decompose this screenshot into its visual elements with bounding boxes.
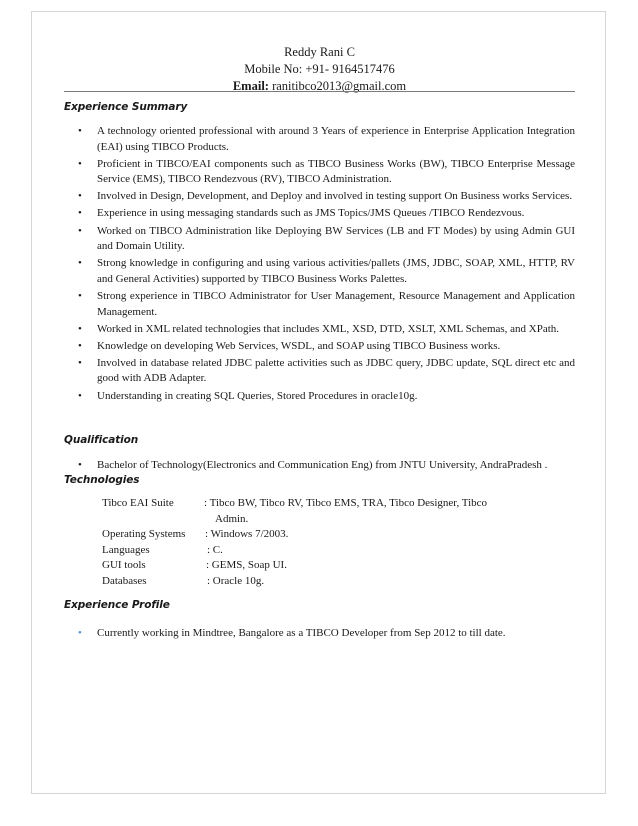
email-address: ranitibco2013@gmail.com xyxy=(268,79,407,93)
header-divider xyxy=(64,91,575,92)
experience-profile-list xyxy=(64,626,575,643)
list-item: • Knowledge on developing Web Services, WSDL, and SOAP using TIBCO Business works. xyxy=(64,339,575,355)
bullet-icon: • xyxy=(78,224,82,237)
tech-key: GUI tools xyxy=(102,559,146,572)
bullet-icon: • xyxy=(78,190,82,203)
list-item: • Currently working in Mindtree, Bangalore as a TIBCO Developer from Sep 2012 to till date. xyxy=(64,626,575,642)
tech-value: Admin. xyxy=(215,512,249,525)
tech-value: : GEMS, Soap UI. xyxy=(206,559,287,572)
tech-value: : Windows 7/2003. xyxy=(205,528,289,541)
tech-value: : C. xyxy=(207,543,223,556)
tech-key: Databases xyxy=(102,574,147,587)
email-line xyxy=(31,78,608,95)
bullet-icon: • xyxy=(78,207,82,220)
list-item: • Bachelor of Technology(Electronics and Communication Eng) from JNTU University, AndraPradesh . xyxy=(64,458,575,474)
qualification-heading: Qualification xyxy=(64,434,139,446)
technologies-heading: Technologies xyxy=(64,474,140,486)
bullet-icon: • xyxy=(78,322,82,335)
bullet-icon: • xyxy=(78,459,82,471)
tech-key: Languages xyxy=(102,543,150,556)
resume-header xyxy=(31,44,608,95)
tech-key: Operating Systems xyxy=(102,528,186,541)
bullet-icon: • xyxy=(78,125,82,137)
candidate-name: Reddy Rani C xyxy=(284,45,355,59)
list-item: • Understanding in creating SQL Queries, Stored Procedures in oracle10g. xyxy=(64,389,575,405)
list-item: • Proficient in TIBCO/EAI components such as TIBCO Business Works (BW), TIBCO Enterprise Message Service (EMS), TIBCO Rendezvous (RV), TIBCO Administration. xyxy=(78,157,575,186)
bullet-icon: • xyxy=(78,627,82,639)
list-item: • Worked on TIBCO Administration like Deploying BW Services (LB and FT Modes) by using Admin GUI and Domain Utility. xyxy=(78,224,575,253)
list-item: • Strong experience in TIBCO Administrator for User Management, Resource Management and Application Management. xyxy=(78,289,575,318)
list-item: • A technology oriented professional with around 3 Years of experience in Enterprise Application Integration (EAI) using TIBCO Products. xyxy=(78,125,575,153)
list-item: • Involved in Design, Development, and Deploy and involved in testing support On Business works Services. xyxy=(64,189,575,205)
list-item: • Strong knowledge in configuring and using various activities/pallets (JMS, JDBC, SOAP, XML, HTTP, RV and General Activities) supported by TIBCO Business Works Palettes. xyxy=(78,257,575,285)
experience-summary-list xyxy=(64,124,575,406)
bullet-icon: • xyxy=(78,389,82,402)
tech-value: : Oracle 10g. xyxy=(207,574,265,587)
bullet-icon: • xyxy=(78,356,82,369)
bullet-icon: • xyxy=(78,257,82,270)
email-label: Email: xyxy=(232,79,269,93)
bullet-icon: • xyxy=(78,339,82,352)
list-item: • Worked in XML related technologies that includes XML, XSD, DTD, XSLT, XML Schemas, and XPath. xyxy=(64,322,575,338)
bullet-icon: • xyxy=(78,289,82,302)
experience-profile-heading: Experience Profile xyxy=(64,599,170,611)
bullet-icon: • xyxy=(78,157,82,170)
list-item: • Experience in using messaging standards such as JMS Topics/JMS Queues /TIBCO Rendezvous. xyxy=(64,206,575,222)
mobile-number: Mobile No: +91- 9164517476 xyxy=(244,62,395,76)
tech-value: : Tibco BW, Tibco RV, Tibco EMS, TRA, Tibco Designer, Tibco xyxy=(204,497,488,509)
tech-key: Tibco EAI Suite xyxy=(102,497,174,509)
qualification-list xyxy=(64,458,575,475)
list-item: • Involved in database related JDBC palette activities such as JDBC query, JDBC update, SQL direct etc and good with ADB Adapter. xyxy=(78,356,575,385)
experience-summary-heading: Experience Summary xyxy=(64,101,188,113)
